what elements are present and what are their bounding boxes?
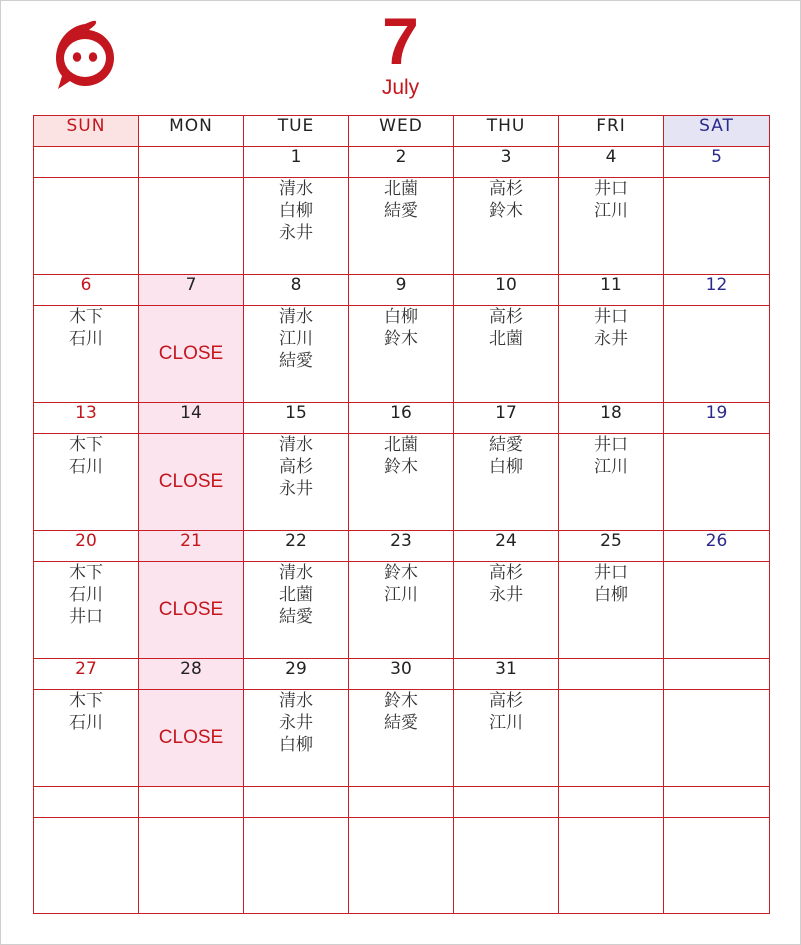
staff-cell	[454, 690, 559, 787]
date-cell: 1	[244, 147, 349, 178]
staff-name: 結愛	[384, 713, 418, 733]
staff-name: 白柳	[279, 201, 313, 221]
staff-name: 永井	[279, 479, 313, 499]
staff-name: 結愛	[489, 435, 523, 455]
staff-name: 永井	[279, 713, 313, 733]
date-cell: 4	[559, 147, 664, 178]
staff-name: 北薗	[489, 329, 523, 349]
empty-cell	[349, 787, 454, 818]
staff-name: 北薗	[279, 585, 313, 605]
staff-cell	[34, 178, 139, 275]
date-cell	[34, 147, 139, 178]
empty-cell	[244, 787, 349, 818]
date-cell: 2	[349, 147, 454, 178]
staff-name: 高杉	[489, 307, 523, 327]
staff-name: 北薗	[384, 179, 418, 199]
staff-name: 白柳	[594, 585, 628, 605]
date-cell: 5	[664, 147, 770, 178]
date-cell: 22	[244, 531, 349, 562]
staff-cell	[664, 434, 770, 531]
date-cell: 19	[664, 403, 770, 434]
staff-cell	[349, 562, 454, 659]
date-cell	[139, 147, 244, 178]
date-cell: 28	[139, 659, 244, 690]
staff-name: 清水	[279, 563, 313, 583]
week-staff-row	[34, 178, 770, 275]
staff-name: 北薗	[384, 435, 418, 455]
staff-name: 井口	[594, 435, 628, 455]
staff-name: 永井	[594, 329, 628, 349]
date-cell: 3	[454, 147, 559, 178]
date-cell: 30	[349, 659, 454, 690]
staff-name: 結愛	[384, 201, 418, 221]
weekday-sun: SUN	[34, 116, 139, 147]
date-cell: 25	[559, 531, 664, 562]
weekday-header-row	[34, 116, 770, 147]
staff-cell	[454, 306, 559, 403]
staff-name: 高杉	[279, 457, 313, 477]
date-cell: 9	[349, 275, 454, 306]
week-staff-row	[34, 306, 770, 403]
date-cell: 16	[349, 403, 454, 434]
empty-cell	[664, 818, 770, 914]
date-cell	[559, 659, 664, 690]
staff-name: 江川	[489, 713, 523, 733]
date-cell: 20	[34, 531, 139, 562]
week-staff-row	[34, 562, 770, 659]
empty-cell	[139, 787, 244, 818]
staff-name: 白柳	[489, 457, 523, 477]
staff-cell	[454, 178, 559, 275]
weekday-mon: MON	[139, 116, 244, 147]
weekday-wed: WED	[349, 116, 454, 147]
staff-name: 木下	[69, 435, 103, 455]
staff-name: 井口	[594, 307, 628, 327]
staff-cell	[244, 178, 349, 275]
date-cell: 23	[349, 531, 454, 562]
close-label: CLOSE	[139, 690, 244, 787]
staff-name: 結愛	[279, 607, 313, 627]
weekday-tue: TUE	[244, 116, 349, 147]
staff-cell	[139, 178, 244, 275]
date-cell: 6	[34, 275, 139, 306]
empty-cell	[139, 818, 244, 914]
date-cell: 8	[244, 275, 349, 306]
date-cell: 24	[454, 531, 559, 562]
empty-cell	[559, 818, 664, 914]
week-date-row	[34, 659, 770, 690]
close-label: CLOSE	[139, 306, 244, 403]
date-cell: 26	[664, 531, 770, 562]
staff-name: 井口	[594, 179, 628, 199]
staff-cell	[559, 690, 664, 787]
staff-name: 清水	[279, 691, 313, 711]
staff-name: 鈴木	[384, 563, 418, 583]
staff-cell	[244, 562, 349, 659]
staff-cell	[244, 690, 349, 787]
staff-name: 清水	[279, 435, 313, 455]
date-cell: 10	[454, 275, 559, 306]
staff-name: 白柳	[384, 307, 418, 327]
week-date-row	[34, 147, 770, 178]
weekday-thu: THU	[454, 116, 559, 147]
empty-cell	[664, 787, 770, 818]
staff-name: 井口	[69, 607, 103, 627]
staff-cell	[349, 178, 454, 275]
staff-name: 江川	[594, 457, 628, 477]
empty-cell	[559, 787, 664, 818]
date-cell: 27	[34, 659, 139, 690]
staff-name: 石川	[69, 713, 103, 733]
weekday-fri: FRI	[559, 116, 664, 147]
staff-cell	[34, 690, 139, 787]
staff-cell	[244, 306, 349, 403]
week-staff-row	[34, 690, 770, 787]
close-label: CLOSE	[139, 562, 244, 659]
staff-name: 鈴木	[384, 691, 418, 711]
month-number: 7	[382, 4, 419, 78]
staff-cell	[244, 434, 349, 531]
date-cell: 15	[244, 403, 349, 434]
staff-name: 木下	[69, 563, 103, 583]
close-label: CLOSE	[139, 434, 244, 531]
week-date-row	[34, 403, 770, 434]
empty-cell	[34, 818, 139, 914]
staff-name: 江川	[279, 329, 313, 349]
staff-name: 井口	[594, 563, 628, 583]
staff-name: 木下	[69, 307, 103, 327]
staff-cell	[349, 434, 454, 531]
staff-name: 石川	[69, 329, 103, 349]
staff-name: 高杉	[489, 691, 523, 711]
week-date-row	[34, 531, 770, 562]
staff-cell	[559, 178, 664, 275]
staff-cell	[664, 562, 770, 659]
staff-name: 石川	[69, 585, 103, 605]
date-cell: 14	[139, 403, 244, 434]
date-cell: 7	[139, 275, 244, 306]
week-staff-row	[34, 434, 770, 531]
staff-name: 清水	[279, 179, 313, 199]
staff-cell	[559, 434, 664, 531]
staff-cell	[34, 434, 139, 531]
staff-name: 高杉	[489, 563, 523, 583]
staff-cell	[664, 306, 770, 403]
staff-cell	[34, 562, 139, 659]
empty-cell	[454, 818, 559, 914]
blank-staff-row	[34, 818, 770, 914]
date-cell: 11	[559, 275, 664, 306]
staff-cell	[559, 306, 664, 403]
staff-cell	[664, 690, 770, 787]
staff-name: 永井	[279, 223, 313, 243]
staff-cell	[664, 178, 770, 275]
date-cell: 13	[34, 403, 139, 434]
date-cell: 17	[454, 403, 559, 434]
empty-cell	[454, 787, 559, 818]
calendar-grid	[33, 115, 770, 914]
weekday-sat: SAT	[664, 116, 770, 147]
staff-name: 清水	[279, 307, 313, 327]
staff-name: 江川	[594, 201, 628, 221]
staff-name: 高杉	[489, 179, 523, 199]
staff-name: 永井	[489, 585, 523, 605]
empty-cell	[34, 787, 139, 818]
date-cell: 31	[454, 659, 559, 690]
date-cell	[664, 659, 770, 690]
staff-name: 石川	[69, 457, 103, 477]
staff-cell	[454, 434, 559, 531]
month-name: July	[381, 76, 420, 99]
date-cell: 12	[664, 275, 770, 306]
staff-cell	[349, 690, 454, 787]
week-date-row	[34, 275, 770, 306]
staff-cell	[559, 562, 664, 659]
empty-cell	[349, 818, 454, 914]
staff-cell	[34, 306, 139, 403]
staff-name: 鈴木	[384, 329, 418, 349]
blank-date-row	[34, 787, 770, 818]
empty-cell	[244, 818, 349, 914]
staff-cell	[349, 306, 454, 403]
staff-name: 鈴木	[489, 201, 523, 221]
staff-name: 木下	[69, 691, 103, 711]
staff-cell	[454, 562, 559, 659]
staff-name: 江川	[384, 585, 418, 605]
staff-name: 鈴木	[384, 457, 418, 477]
staff-name: 結愛	[279, 351, 313, 371]
date-cell: 18	[559, 403, 664, 434]
staff-name: 白柳	[279, 735, 313, 755]
date-cell: 21	[139, 531, 244, 562]
date-cell: 29	[244, 659, 349, 690]
